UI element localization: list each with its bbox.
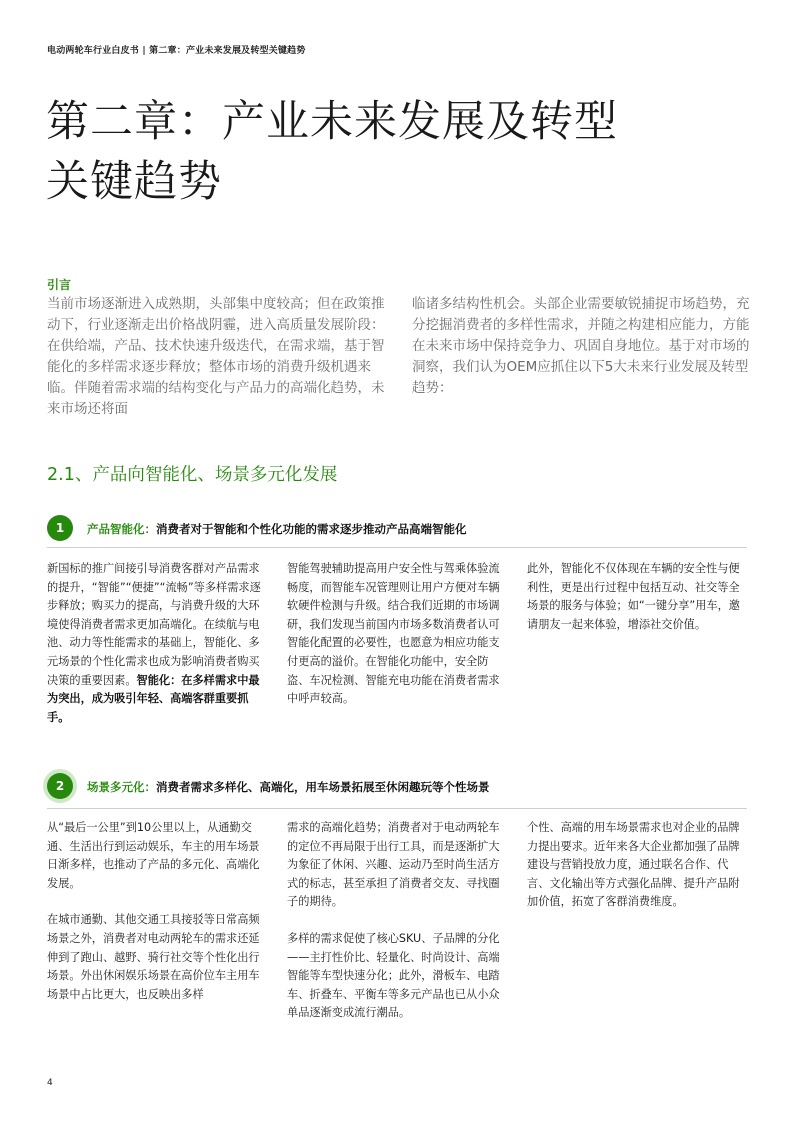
theme-2-col1-paragraph-1: 从“最后一公里”到10公里以上，从通勤交通、生活出行到运动娱乐，车主的用车场景日渐多样，也推动了产品的多元化、高端化发展。	[47, 821, 260, 890]
theme-1-label: 产品智能化：	[87, 522, 156, 536]
chapter-title	[46, 92, 746, 212]
theme-2-col1-paragraph-2: 在城市通勤、其他交通工具接驳等日常高频场景之外，消费者对电动两轮车的需求还延伸到了跑山、越野、骑行社交等个性化出行场景。外出休闲娱乐场景在高价位车主用车场景中占比更大，也反映出多样	[47, 913, 260, 1001]
intro-label: 引言	[47, 278, 72, 292]
theme-1-number-badge: 1	[47, 515, 73, 541]
theme-2-label: 场景多元化：	[87, 780, 156, 794]
theme-1-heading	[87, 521, 467, 537]
theme-2-number-badge: 2	[47, 773, 73, 799]
theme-2-column-3: 个性、高端的用车场景需求也对企业的品牌力提出要求。近年来各大企业都加强了品牌建设与营销投放力度，通过联名合作、代言、文化输出等方式强化品牌、提升产品附加价值，拓宽了客群消费维度。	[527, 821, 740, 909]
theme-1-column-1	[47, 560, 269, 727]
chapter-title-line-2: 关键趋势	[46, 157, 222, 207]
theme-2-divider	[47, 808, 747, 809]
theme-1-col1-bold: 智能化：在多样需求中最为突出，成为吸引年轻、高端客群重要抓手。	[47, 673, 260, 724]
intro-text-right: 临诸多结构性机会。头部企业需要敏锐捕捉市场趋势，充分挖掘消费者的多样性需求，并随之构建相应能力，方能在未来市场中保持竞争力、巩固自身地位。基于对市场的洞察，我们认为OEM应抓住以下5大未来行业发展及转型趋势：	[412, 296, 750, 396]
theme-2-statement: 消费者需求多样化、高端化，用车场景拓展至休闲趣玩等个性场景	[156, 780, 490, 794]
theme-2-col2-paragraph-1: 需求的高端化趋势；消费者对于电动两轮车的定位不再局限于出行工具，而是逐渐扩大为象征了休闲、兴趣、运动乃至时尚生活方式的标志，甚至承担了消费者交友、寻找圈子的期待。	[287, 821, 500, 909]
page-number: 4	[47, 1078, 53, 1088]
theme-2-heading	[87, 779, 490, 795]
theme-1-column-3: 此外，智能化不仅体现在车辆的安全性与便利性，更是出行过程中包括互动、社交等全场景的服务与体验；如“一键分享”用车，邀请朋友一起来体验，增添社交价值。	[527, 562, 740, 631]
running-head: 电动两轮车行业白皮书 | 第二章：产业未来发展及转型关键趋势	[47, 46, 306, 56]
section-title: 2.1、产品向智能化、场景多元化发展	[47, 465, 338, 485]
theme-1-statement: 消费者对于智能和个性化功能的需求逐步推动产品高端智能化	[156, 522, 467, 536]
theme-2-column-1	[47, 819, 269, 1004]
theme-2-column-2	[287, 819, 509, 1023]
theme-1-column-2: 智能驾驶辅助提高用户安全性与驾乘体验流畅度，而智能车况管理则让用户方便对车辆软硬件检测与升级。结合我们近期的市场调研，我们发现当前国内市场多数消费者认可智能化配置的必要性，也愿意为相应功能支付更高的溢价。在智能化功能中，安全防盗、车况检测、智能充电功能在消费者需求中呼声较高。	[287, 562, 500, 706]
chapter-title-line-1: 第二章：产业未来发展及转型	[46, 97, 618, 147]
intro-text-left: 当前市场逐渐进入成熟期，头部集中度较高；但在政策推动下，行业逐渐走出价格战阴霾，进入高质量发展阶段：在供给端，产品、技术快速升级迭代，在需求端，基于智能化的多样需求逐步释放；整体市场的消费升级机遇来临。伴随着需求端的结构变化与产品力的高端化趋势，未来市场还将面	[47, 296, 385, 417]
theme-1-col1-text: 新国标的推广间接引导消费客群对产品需求的提升，“智能”“便捷”“流畅”等多样需求逐步释放；购买力的提高，与消费升级的大环境使得消费者需求更加高端化。在续航与电池、动力等性能需求的基础上，智能化、多元场景的个性化需求也成为影响消费者购买决策的重要因素。	[47, 562, 261, 687]
theme-1-divider	[47, 547, 747, 548]
theme-2-col2-paragraph-2: 多样的需求促使了核心SKU、子品牌的分化——主打性价比、轻量化、时尚设计、高端智能等车型快速分化；此外，滑板车、电踏车、折叠车、平衡车等多元产品也已从小众单品逐渐变成流行潮品。	[287, 931, 500, 1020]
